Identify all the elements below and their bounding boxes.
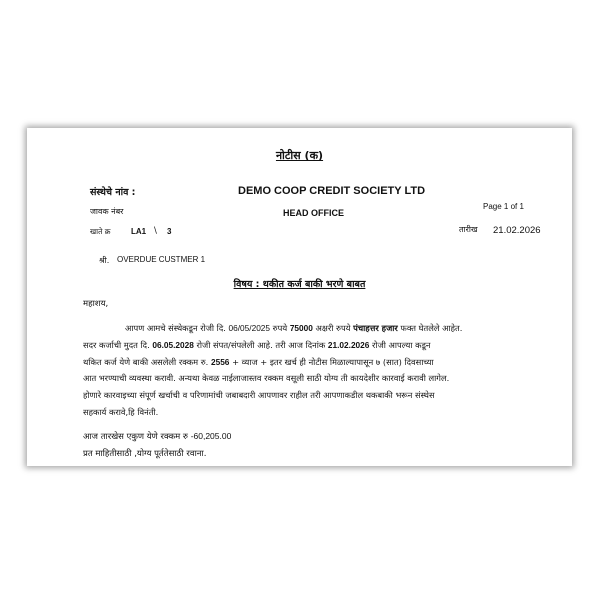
society-label: संस्थेचे नांव : — [90, 187, 136, 198]
office-name: HEAD OFFICE — [283, 208, 345, 218]
body-line: थकित कर्ज येणे बाकी असलेली रक्कम रु. 2556 + व्याज + इतर खर्च ही नोटीस मिळाल्यापासून ७ (सात) दिवसाच्या — [83, 356, 434, 367]
loan-date: 06/05/2025 — [228, 323, 271, 333]
copy-forwarded-line: प्रत माहितीसाठी ,योग्य पूर्ततेसाठी रवाना. — [83, 449, 207, 459]
page-number: Page 1 of 1 — [483, 202, 524, 211]
body-line: आपण आमचे संस्थेकडून रोजी दि. 06/05/2025 रुपये 75000 अक्षरी रुपये पंचाहत्तर हजार फक्त घेतलेले आहेत. — [125, 323, 463, 333]
body-line: होणारे कारवाइच्या संपूर्ण खर्चाची व परिणामांची जबाबदारी आपणावर राहील तरी आपणाकडील थकबाकी भरून संस्थेस — [83, 390, 435, 401]
maturity-date: 06.05.2028 — [152, 339, 194, 350]
outward-number-label: जावक नंबर — [90, 207, 124, 216]
notice-title: नोटीस (क) — [275, 149, 324, 162]
loan-amount: 75000 — [289, 323, 313, 333]
subject-line: विषय : थकीत कर्ज बाकी भरणे बाबत — [233, 279, 366, 290]
account-number: 3 — [167, 227, 172, 236]
account-separator: \ — [154, 226, 157, 236]
date-label: तारीख — [459, 225, 478, 234]
total-due-amount: -60,205.00 — [190, 431, 232, 441]
addressee-prefix: श्री. — [99, 256, 110, 265]
body-line: आत भरण्याची व्यवस्था करावी. अन्यथा केवळ नाईलाजास्तव रक्कम वसूली साठी योग्य ती कायदेशीर कारवाई करावी लागेल. — [83, 373, 450, 384]
account-label: खाते क्र — [90, 227, 111, 236]
overdue-amount: 2556 — [210, 356, 230, 367]
notice-date: 21.02.2026 — [493, 225, 541, 236]
salutation: महाशय, — [83, 299, 109, 309]
notice-body — [83, 320, 563, 421]
total-due-line: आज तारखेस एकुण येणे रक्कम रु -60,205.00 — [83, 431, 232, 442]
body-line: सदर कर्जाची मुदत दि. 06.05.2028 रोजी संपत/संपलेली आहे. तरी आज दिनांक 21.02.2026 रोजी आपल्या कडून — [83, 339, 431, 350]
addressee-name: OVERDUE CUSTMER 1 — [117, 255, 206, 264]
current-date: 21.02.2026 — [327, 339, 370, 350]
loan-amount-words: पंचाहत्तर हजार — [353, 323, 398, 333]
body-line: सहकार्य करावे,हि विनंती. — [83, 406, 159, 417]
account-type: LA1 — [131, 227, 147, 236]
notice-document — [27, 128, 572, 466]
society-name: DEMO COOP CREDIT SOCIETY LTD — [238, 185, 426, 197]
